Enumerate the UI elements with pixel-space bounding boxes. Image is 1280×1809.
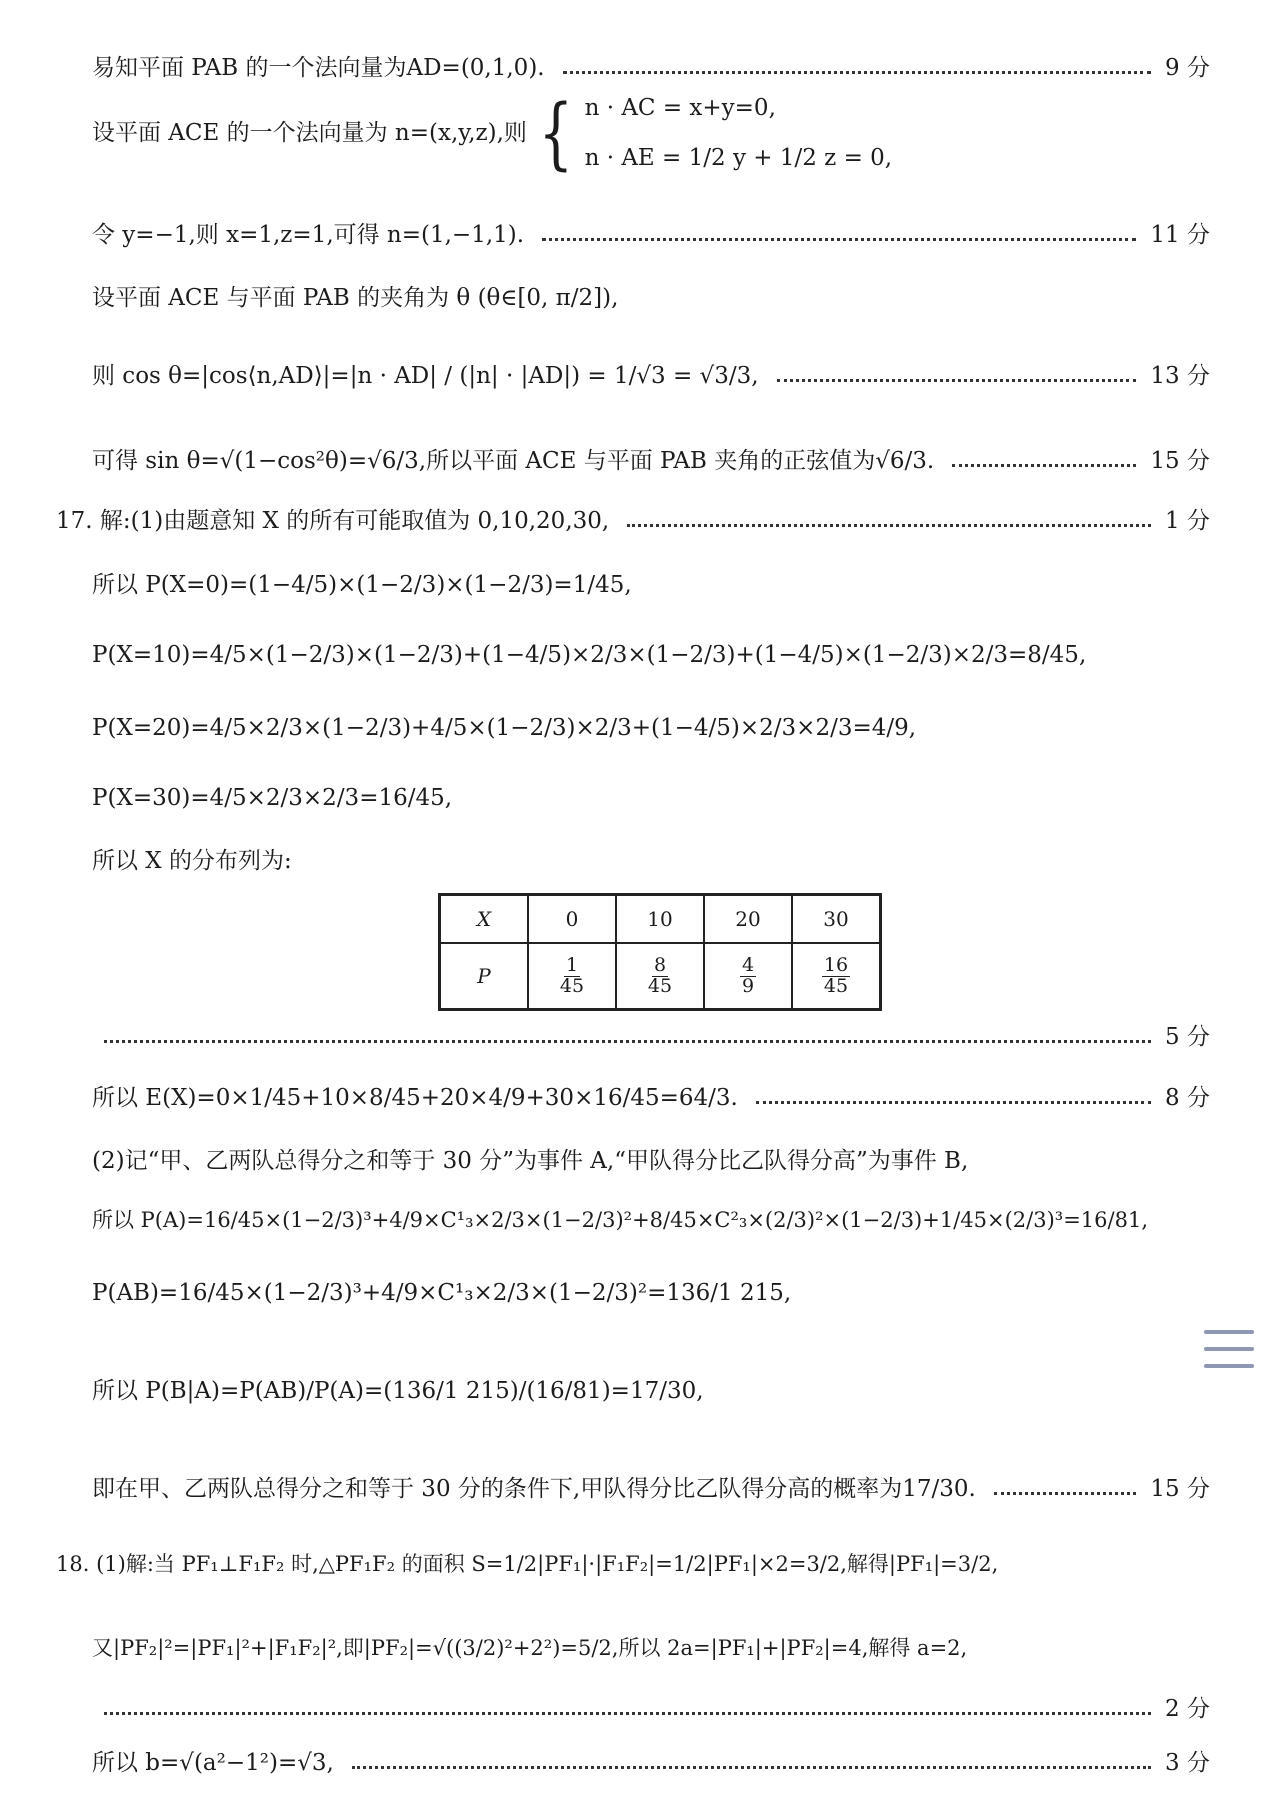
score-label: 8 分 xyxy=(1165,1085,1210,1111)
score-label: 11 分 xyxy=(1150,222,1210,248)
line-text: 又|PF₂|²=|PF₁|²+|F₁F₂|²,即|PF₂|=√((3/2)²+2²)=5/2,所以 2a=|PF₁|+|PF₂|=4,解得 a=2, xyxy=(92,1636,968,1660)
line-text: 所以 X 的分布列为: xyxy=(92,848,292,874)
fraction xyxy=(558,953,586,997)
denominator: 9 xyxy=(741,974,755,997)
score-label: 5 分 xyxy=(1165,1024,1210,1050)
line-p-x0 xyxy=(92,572,1210,600)
numerator: 1 xyxy=(565,953,579,976)
score-label: 13 分 xyxy=(1150,363,1210,389)
fraction xyxy=(646,953,674,997)
line-p-x30 xyxy=(92,785,1210,813)
line-normal-vector-ace xyxy=(92,88,1210,179)
line-p-x10 xyxy=(92,642,1210,670)
dot-leader xyxy=(952,464,1136,467)
line-text: 所以 E(X)=0×1/45+10×8/45+20×4/9+30×16/45=64/3. xyxy=(92,1085,738,1111)
denominator: 45 xyxy=(647,974,673,997)
denominator: 45 xyxy=(823,974,849,997)
line-text: 所以 b=√(a²−1²)=√3, xyxy=(92,1750,334,1776)
table-header-cell: X xyxy=(440,895,529,944)
score-label: 2 分 xyxy=(1165,1696,1210,1722)
system-lines xyxy=(585,95,893,172)
table-header-cell: 20 xyxy=(704,895,792,944)
dot-leader xyxy=(104,1712,1151,1715)
dot-leader xyxy=(777,379,1137,382)
menu-icon[interactable] xyxy=(1204,1330,1254,1381)
line-text: 设平面 ACE 的一个法向量为 n=(x,y,z),则 xyxy=(92,119,527,146)
dot-leader xyxy=(563,71,1151,74)
line-text: (2)记“甲、乙两队总得分之和等于 30 分”为事件 A,“甲队得分比乙队得分高”为事件 B, xyxy=(92,1148,969,1174)
system-eq-1: n · AC = x+y=0, xyxy=(584,95,776,121)
line-text: 所以 P(X=0)=(1−4/5)×(1−2/3)×(1−2/3)=1/45, xyxy=(92,572,632,598)
line-angle-def xyxy=(92,285,1210,313)
denominator: 45 xyxy=(559,974,585,997)
fraction xyxy=(822,953,850,997)
equation-system xyxy=(527,88,893,179)
line-text: 易知平面 PAB 的一个法向量为AD=(0,1,0). xyxy=(92,55,545,81)
line-text: 17. 解:(1)由题意知 X 的所有可能取值为 0,10,20,30, xyxy=(56,508,610,534)
line-text: P(AB)=16/45×(1−2/3)³+4/9×C¹₃×2/3×(1−2/3)²=136/1 215, xyxy=(92,1280,792,1306)
table-header-cell: 30 xyxy=(792,895,881,944)
line-text: 18. (1)解:当 PF₁⊥F₁F₂ 时,△PF₁F₂ 的面积 S=1/2|PF₁|·|F₁F₂|=1/2|PF₁|×2=3/2,解得|PF₁|=3/2, xyxy=(56,1552,999,1576)
dot-leader xyxy=(542,238,1136,241)
menu-bar xyxy=(1204,1364,1254,1368)
table-cell xyxy=(616,943,704,1010)
numerator: 8 xyxy=(653,953,667,976)
dot-leader xyxy=(994,1492,1137,1495)
line-normal-vector-pab xyxy=(92,55,1210,83)
score-label: 9 分 xyxy=(1165,55,1210,81)
table-cell xyxy=(704,943,792,1010)
line-text: 可得 sin θ=√(1−cos²θ)=√6/3,所以平面 ACE 与平面 PAB 夹角的正弦值为√6/3. xyxy=(92,448,935,474)
table-header-cell: 0 xyxy=(528,895,616,944)
line-text: P(X=10)=4/5×(1−2/3)×(1−2/3)+(1−4/5)×2/3×(1−2/3)+(1−4/5)×(1−2/3)×2/3=8/45, xyxy=(92,642,1087,668)
menu-bar xyxy=(1204,1347,1254,1351)
line-sin-theta xyxy=(92,448,1210,476)
system-eq-2: n · AE = 1/2 y + 1/2 z = 0, xyxy=(584,144,893,171)
line-table-score xyxy=(104,1024,1210,1052)
line-score-2 xyxy=(104,1696,1210,1724)
line-cos-theta xyxy=(92,363,1210,391)
table-row xyxy=(440,943,881,1010)
menu-bar xyxy=(1204,1330,1254,1334)
line-p-x20 xyxy=(92,715,1210,743)
dot-leader xyxy=(627,524,1151,527)
line-text: 即在甲、乙两队总得分之和等于 30 分的条件下,甲队得分比乙队得分高的概率为17/30. xyxy=(92,1476,976,1502)
line-text: 所以 P(B|A)=P(AB)/P(A)=(136/1 215)/(16/81)=17/30, xyxy=(92,1378,704,1404)
line-text: P(X=20)=4/5×2/3×(1−2/3)+4/5×(1−2/3)×2/3+(1−4/5)×2/3×2/3=4/9, xyxy=(92,715,917,741)
line-text: P(X=30)=4/5×2/3×2/3=16/45, xyxy=(92,785,453,811)
numerator: 16 xyxy=(823,953,849,976)
dot-leader xyxy=(104,1040,1151,1043)
question-18-header xyxy=(56,1552,1210,1577)
score-label: 1 分 xyxy=(1165,508,1210,534)
left-brace: { xyxy=(538,88,574,179)
line-conclusion-17 xyxy=(92,1476,1210,1504)
line-solve-n xyxy=(92,222,1210,250)
score-label: 3 分 xyxy=(1165,1750,1210,1776)
table-cell xyxy=(528,943,616,1010)
line-text: 所以 P(A)=16/45×(1−2/3)³+4/9×C¹₃×2/3×(1−2/3)²+8/45×C²₃×(2/3)²×(1−2/3)+1/45×(2/3)³=16/81, xyxy=(92,1208,1148,1232)
line-expectation xyxy=(92,1085,1210,1113)
score-label: 15 分 xyxy=(1150,1476,1210,1502)
score-label: 15 分 xyxy=(1150,448,1210,474)
fraction xyxy=(740,953,756,997)
line-p-ab xyxy=(92,1280,1210,1308)
line-b-value xyxy=(92,1750,1210,1778)
line-p-a xyxy=(92,1208,1210,1233)
line-conditional-prob xyxy=(92,1378,1210,1406)
numerator: 4 xyxy=(741,953,755,976)
line-text: 则 cos θ=|cos⟨n,AD⟩|=|n · AD| / (|n| · |AD|) = 1/√3 = √3/3, xyxy=(92,363,759,389)
line-text: 令 y=−1,则 x=1,z=1,可得 n=(1,−1,1). xyxy=(92,222,525,248)
line-text: 设平面 ACE 与平面 PAB 的夹角为 θ (θ∈[0, π/2]), xyxy=(92,285,619,311)
line-part2-events xyxy=(92,1148,1210,1176)
line-distribution-intro xyxy=(92,848,1210,876)
table-row-label: P xyxy=(440,943,529,1010)
table-cell xyxy=(792,943,881,1010)
table-header-cell: 10 xyxy=(616,895,704,944)
question-17-header xyxy=(56,508,1210,536)
dot-leader xyxy=(756,1101,1151,1104)
table-row xyxy=(440,895,881,944)
line-pf2 xyxy=(92,1636,1210,1661)
distribution-table xyxy=(438,893,882,1011)
dot-leader xyxy=(352,1766,1151,1769)
